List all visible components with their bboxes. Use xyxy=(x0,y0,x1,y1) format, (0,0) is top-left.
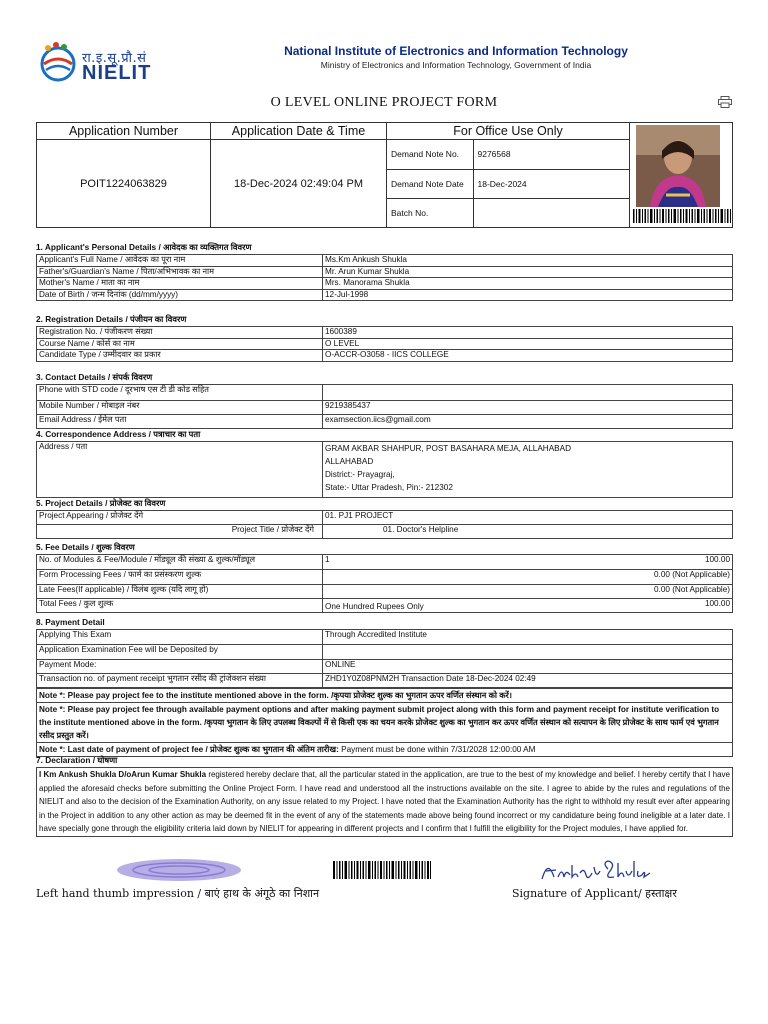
barcode-icon xyxy=(332,861,432,879)
table-row: Phone with STD code / दूरभाष एस टी डी कोड सहित xyxy=(37,385,733,401)
declaration-name: I Km Ankush Shukla D/oArun Kumar Shukla xyxy=(39,770,207,779)
section-heading: 3. Contact Details / संपर्क विवरण xyxy=(36,372,153,382)
table-row: Payment Mode: ONLINE xyxy=(37,660,733,674)
signature-area xyxy=(36,853,733,903)
table-row: Candidate Type / उम्मीदवार का प्रकार O-ACCR-O3058 - IICS COLLEGE xyxy=(37,350,733,362)
contact-details-table xyxy=(36,384,733,429)
address-line: GRAM AKBAR SHAHPUR, POST BASAHARA MEJA, ALLAHABAD xyxy=(325,444,572,453)
organization-name: National Institute of Electronics and Information Technology xyxy=(284,44,628,58)
declaration-body: registered hereby declare that, all the particular stated in the application, are true to the best of my knowledge and belief. I hereby certify that I have applied the aforesaid checks before submitting the Online Project Form. I have read and understood all the instructions available on the site. I agree to abide by the rules and regulations of the NIELIT and also to the decision of the Examination Authority, on any issue related to my Project. I have noted that the Examination Authority has the right to withhold my result ever after appearing in the Project in addition to any other action as may be deemed fit in the event of any of the statements made above being found incorrect or my candidature being found ineligible at a later date. I have specially gone through the eligibility criteria laid down by NIELIT for appearing in different projects and I confirm that I fulfill the eligibility for the Project modules, I have applied for. xyxy=(39,770,731,834)
note-last-date-label: Note *: Last date of payment of project fee / प्रोजेक्ट शुल्क का भुगतान की अंतिम तारीख: xyxy=(39,745,339,754)
address-line: District:- Prayagraj, xyxy=(325,470,395,479)
applicant-photo xyxy=(636,125,720,207)
nielit-logo: रा.इ.सू.प्रौ.सं NIELIT xyxy=(36,36,156,92)
office-use-header: For Office Use Only xyxy=(387,123,630,140)
batch-no-value xyxy=(473,198,629,227)
address-section xyxy=(36,428,733,498)
address-line: ALLAHABAD xyxy=(325,457,374,466)
project-details-section xyxy=(36,497,733,539)
thumb-impression-icon xyxy=(114,857,244,883)
applicant-signature-icon xyxy=(538,855,658,885)
personal-details-table xyxy=(36,254,733,301)
barcode-icon xyxy=(632,209,732,223)
demand-note-no-label: Demand Note No. xyxy=(387,140,473,169)
application-date-value: 18-Dec-2024 02:49:04 PM xyxy=(211,140,387,228)
application-summary-table xyxy=(36,122,733,228)
organization-subtitle: Ministry of Electronics and Information Technology, Government of India xyxy=(320,60,592,70)
demand-note-date-value: 18-Dec-2024 xyxy=(473,169,629,198)
table-row: Mother's Name / माता का नाम Mrs. Manorama Shukla xyxy=(37,278,733,290)
table-row: Total Fees / कुल शुल्क One Hundred Rupees Only 100.00 xyxy=(37,599,733,613)
table-row: Project Title / प्रोजेक्ट देंगे 01. Doctor's Helpline xyxy=(37,525,733,539)
section-heading: 7. Declaration / घोषणा xyxy=(36,755,118,765)
note-last-date-value: Payment must be done within 7/31/2028 12:00:00 AM xyxy=(338,745,536,754)
note-pay-institute: Note *: Please pay project fee to the institute mentioned above in the form. /कृपया प्रोजेक्ट शुल्क का भुगतान ऊपर वर्णित संस्थान को करें। xyxy=(36,688,733,703)
fee-details-section xyxy=(36,541,733,613)
page-header xyxy=(36,36,736,92)
personal-details-section xyxy=(36,241,733,301)
signature-label: Signature of Applicant/ हस्ताक्षर xyxy=(512,887,677,900)
table-row: Transaction no. of payment receipt भुगतान रसीद की ट्रांजेक्शन संख्या ZHD1Y0Z08PNM2H Transaction Date 18-Dec-2024 02:49 xyxy=(37,674,733,688)
table-row: Form Processing Fees / फार्म का प्रसंस्करण शुल्क 0.00 (Not Applicable) xyxy=(37,570,733,585)
batch-no-label: Batch No. xyxy=(387,198,473,227)
section-heading: 4. Correspondence Address / पत्राचार का पता xyxy=(36,429,201,439)
demand-note-date-label: Demand Note Date xyxy=(387,169,473,198)
section-heading: 1. Applicant's Personal Details / आवेदक का व्यक्तिगत विवरण xyxy=(36,242,252,252)
application-number-value: POIT1224063829 xyxy=(37,140,211,228)
declaration-section xyxy=(36,754,733,837)
address-line: State:- Uttar Pradesh, Pin:- 212302 xyxy=(325,483,453,492)
table-row: Course Name / कोर्स का नाम O LEVEL xyxy=(37,338,733,350)
table-row: Address / पता GRAM AKBAR SHAHPUR, POST BASAHARA MEJA, ALLAHABAD ALLAHABAD District:- Prayagraj, State:- Uttar Pradesh, Pin:- 212302 xyxy=(37,442,733,498)
project-details-table xyxy=(36,510,733,539)
fee-details-table xyxy=(36,554,733,613)
address-table xyxy=(36,441,733,498)
table-row: Applicant's Full Name / आवेदक का पूरा नाम Ms.Km Ankush Shukla xyxy=(37,255,733,267)
photo-cell xyxy=(630,123,733,228)
form-title: O LEVEL ONLINE PROJECT FORM xyxy=(270,95,498,110)
table-row: Email Address / ईमेल पता examsection.iics@gmail.com xyxy=(37,415,733,429)
table-row: Registration No. / पंजीकरण संख्या 1600389 xyxy=(37,327,733,339)
registration-details-section xyxy=(36,313,733,362)
registration-details-table xyxy=(36,326,733,362)
globe-logo-icon xyxy=(38,40,78,84)
table-row: Mobile Number / मोबाइल नंबर 9219385437 xyxy=(37,401,733,415)
section-heading: 8. Payment Detail xyxy=(36,617,105,627)
table-row: Late Fees(If applicable) / विलंब शुल्क (यदि लागू हो) 0.00 (Not Applicable) xyxy=(37,585,733,599)
application-date-header: Application Date & Time xyxy=(211,123,387,140)
section-heading: 5. Fee Details / शुल्क विवरण xyxy=(36,542,135,552)
contact-details-section xyxy=(36,371,733,429)
table-row: Project Appearing / प्रोजेक्ट देंगे 01. PJ1 PROJECT xyxy=(37,511,733,525)
section-heading: 2. Registration Details / पंजीयन का विवरण xyxy=(36,314,187,324)
thumb-impression-label: Left hand thumb impression / बाएं हाथ के अंगूठे का निशान xyxy=(36,887,320,900)
table-row: Date of Birth / जन्म दिनांक (dd/mm/yyyy) 12-Jul-1998 xyxy=(37,289,733,301)
organization-block xyxy=(236,44,676,70)
payment-details-table xyxy=(36,629,733,688)
application-number-header: Application Number xyxy=(37,123,211,140)
note-payment-options: Note *: Please pay project fee through available payment options and after making payment submit project along with this form and payment receipt for institute verification to the institute mentioned above in the form. /कृपया भुगतान के लिए उपलब्ध विकल्पों में से किसी एक का चयन करके प्रोजेक्ट शुल्क का भुगतान कर ऊपर वर्णित संस्थान को सत्यापन के लिए प्रोजेक्ट के साथ फार्म एवं भुगतान रसीद प्रस्तुत करें। xyxy=(36,703,733,743)
printer-icon[interactable] xyxy=(718,96,732,108)
section-heading: 5. Project Details / प्रोजेक्ट का विवरण xyxy=(36,498,166,508)
table-row: Application Examination Fee will be Deposited by xyxy=(37,645,733,660)
table-row: No. of Modules & Fee/Module / मॉड्यूल की संख्या & शुल्क/मॉड्यूल 1 100.00 xyxy=(37,555,733,570)
table-row: Father's/Guardian's Name / पिता/अभिभावक का नाम Mr. Arun Kumar Shukla xyxy=(37,266,733,278)
office-use-table xyxy=(387,140,629,227)
payment-details-section xyxy=(36,616,733,757)
demand-note-no-value: 9276568 xyxy=(473,140,629,169)
table-row: Applying This Exam Through Accredited Institute xyxy=(37,630,733,645)
office-use-cell xyxy=(387,140,630,228)
declaration-text xyxy=(36,767,733,837)
